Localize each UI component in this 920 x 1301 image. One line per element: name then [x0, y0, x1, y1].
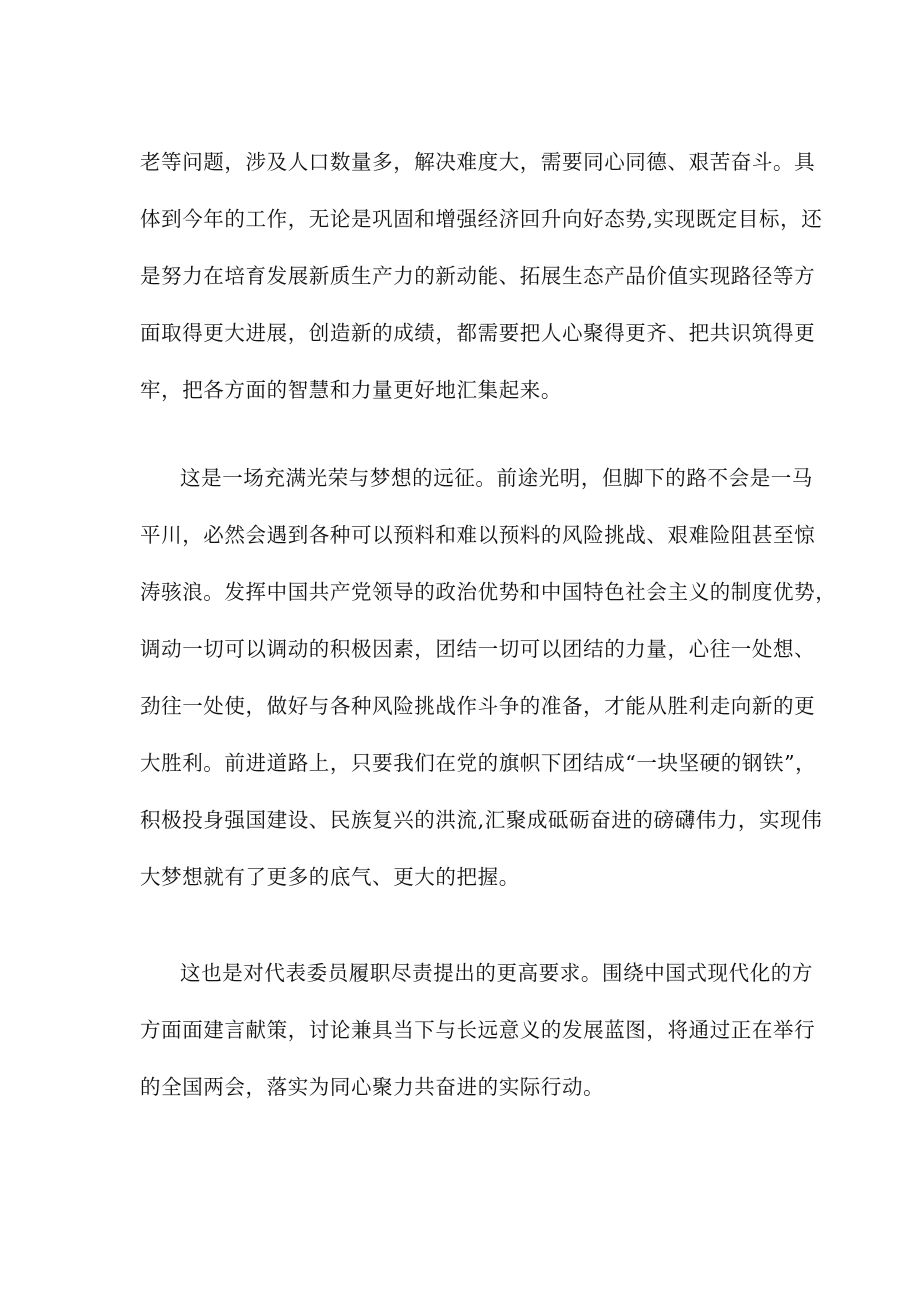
- paragraph-line: 是努力在培育发展新质生产力的新动能、拓展生态产品价值实现路径等方: [140, 264, 816, 288]
- paragraph-3: [140, 945, 816, 1116]
- paragraph-line: 大梦想就有了更多的底气、更大的把握。: [140, 865, 520, 889]
- paragraph-line: 大胜利。前进道路上，只要我们在党的旗帜下团结成“一块坚硬的钢铁”，: [140, 751, 817, 775]
- paragraph-line: 牢，把各方面的智慧和力量更好地汇集起来。: [140, 378, 562, 402]
- paragraph-1: [140, 134, 823, 419]
- paragraph-line: 这是一场充满光荣与梦想的远征。前途光明，但脚下的路不会是一马: [180, 466, 813, 490]
- paragraph-line: 的全国两会，落实为同心聚力共奋进的实际行动。: [140, 1075, 605, 1099]
- paragraph-line: 积极投身强国建设、民族复兴的洪流,汇聚成砥砺奋进的磅礴伟力，实现伟: [140, 808, 823, 832]
- paragraph-line: 调动一切可以调动的积极因素，团结一切可以团结的力量，心往一处想、: [140, 637, 816, 661]
- paragraph-line: 老等问题，涉及人口数量多，解决难度大，需要同心同德、艰苦奋斗。具: [140, 150, 816, 174]
- paragraph-line: 劲往一处使，做好与各种风险挑战作斗争的准备，才能从胜利走向新的更: [140, 694, 816, 718]
- paragraph-line: 这也是对代表委员履职尽责提出的更高要求。围绕中国式现代化的方: [180, 961, 813, 985]
- paragraph-2: [140, 450, 837, 906]
- paragraph-line: 涛骇浪。发挥中国共产党领导的政治优势和中国特色社会主义的制度优势，: [140, 580, 837, 604]
- paragraph-line: 方面面建言献策，讨论兼具当下与长远意义的发展蓝图，将通过正在举行: [140, 1018, 816, 1042]
- paragraph-line: 面取得更大进展，创造新的成绩，都需要把人心聚得更齐、把共识筑得更: [140, 321, 816, 345]
- paragraph-line: 体到今年的工作，无论是巩固和增强经济回升向好态势,实现既定目标，还: [140, 207, 823, 231]
- paragraph-line: 平川，必然会遇到各种可以预料和难以预料的风险挑战、艰难险阻甚至惊: [140, 523, 816, 547]
